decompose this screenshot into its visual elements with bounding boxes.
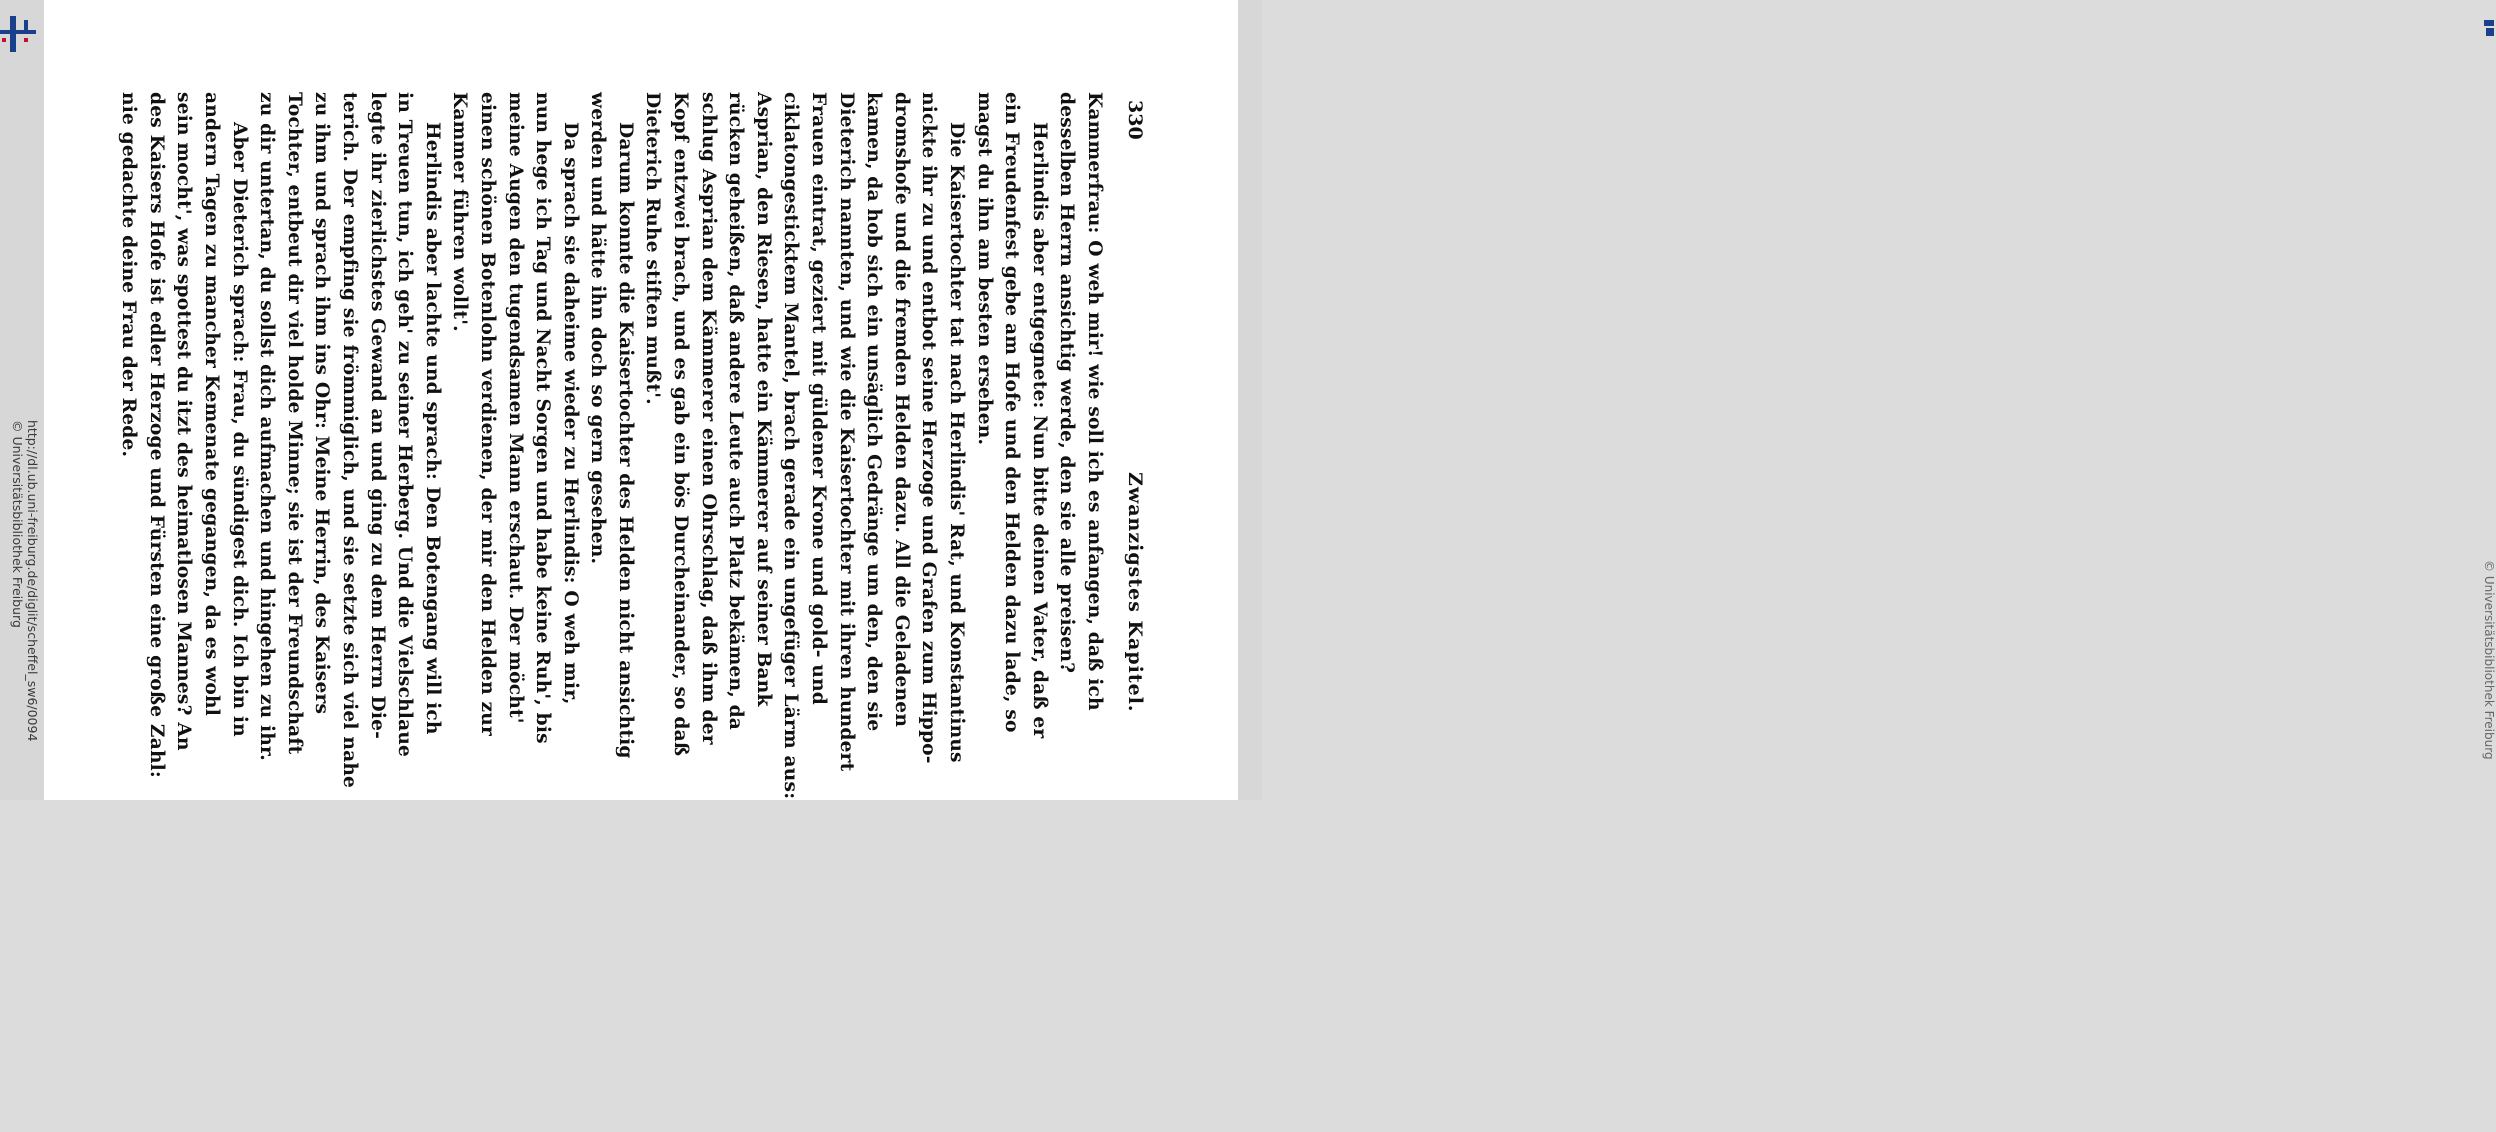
viewer-right-margin: © Universitätsbibliothek Freiburg — [1238, 0, 1262, 800]
text-line: kamen, da hob sich ein unsäglich Gedränge um den, den sie — [863, 92, 885, 732]
running-head — [1108, 92, 1150, 1132]
library-logo-icon — [0, 14, 36, 54]
text-line: dromshofe und die fremden Helden dazu. All die Geladenen — [890, 92, 912, 728]
permalink-url[interactable]: http://dl.ub.uni-freiburg.de/diglit/scheffel_sw6/0094 — [25, 420, 40, 742]
text-line: legte ihr zierlichstes Gewand an und ging zu dem Herrn Die- — [366, 92, 388, 740]
text-line: Dieterich nannten, und wie die Kaisertochter mit ihren hundert — [835, 92, 857, 772]
text-line: Kammerfrau: O weh mir! wie soll ich es anfangen, daß ich — [1084, 92, 1105, 711]
text-line: in Treuen tun, ich geh' zu seiner Herberg. Und die Vielschlaue — [394, 92, 416, 758]
text-line: desselben Herrn ansichtig werde, den sie alle preisen? — [1056, 92, 1078, 674]
copyright-caption-left: © Universitätsbibliothek Freiburg — [10, 420, 25, 628]
text-line: Kammer führen wollt'. — [449, 92, 471, 332]
scanned-page — [44, 0, 1238, 800]
text-line: Aber Dieterich sprach: Frau, du sündigest dich. Ich bin in — [228, 122, 250, 737]
text-line: zu ihm und sprach ihm ins Ohr: Meine Herrin, des Kaisers — [311, 92, 333, 715]
text-line: Dieterich Ruhe stiften mußt'. — [642, 92, 664, 405]
text-line: meine Augen den tugendsamen Mann erschaut. Der möcht' — [504, 92, 526, 724]
text-line: nun hege ich Tag und Nacht Sorgen und habe keine Ruh', bis — [532, 92, 554, 744]
text-line: magst du ihn am besten ersehen. — [973, 92, 995, 446]
chapter-title: Zwanzigstes Kapitel. — [1124, 472, 1146, 713]
text-line: werden und hätte ihn doch so gern gesehen. — [587, 92, 609, 565]
viewer-left-margin — [0, 0, 44, 800]
text-line: Frauen eintrat, geziert mit güldener Krone und gold- und — [808, 92, 830, 705]
text-line: Herlindis aber lachte und sprach: Den Botengang will ich — [421, 122, 443, 735]
text-line: Kopf entzwei brach, und es gab ein bös Durcheinander, so daß — [670, 92, 692, 757]
text-line: zu dir untertan, du sollst dich aufmachen und hingehen zu ihr. — [256, 92, 278, 761]
text-line: Da sprach sie daheime wieder zu Herlindis: O weh mir, — [559, 122, 581, 705]
text-line: andern Tagen zu mancher Kemenate gegangen, da es wohl — [201, 92, 222, 716]
text-line: terich. Der empfing sie frömmiglich, und sie setzte sich viel nahe — [338, 92, 360, 789]
text-line: einen schönen Botenlohn verdienen, der mir den Helden zur — [476, 92, 498, 736]
text-line: Asprian, den Riesen, hatte ein Kämmerer auf seiner Bank — [752, 92, 774, 707]
text-line: schlug Asprian dem Kämmerer einen Ohrschlag, daß ihm der — [697, 92, 719, 745]
text-line: nickte ihr zu und entbot seine Herzoge und Grafen zum Hippo- — [918, 92, 940, 764]
text-line: ein Freudenfest gebe am Hofe und den Helden dazu lade, so — [1001, 92, 1023, 733]
text-line: Die Kaisertochter tat nach Herlindis' Rat, und Konstantinus — [946, 122, 968, 763]
text-line: Darum konnte die Kaisertochter des Helden nicht ansichtig — [614, 122, 636, 759]
text-line: sein mocht', was spottest du itzt des heimatlosen Mannes? An — [173, 92, 195, 751]
text-line: nie gedachte deine Frau der Rede. — [118, 92, 140, 458]
text-line: des Kaisers Hofe ist edler Herzoge und Fürsten eine große Zahl: — [145, 92, 167, 778]
text-line: Herlindis aber entgegnete: Nun bitte deinen Vater, daß er — [1028, 122, 1050, 739]
page-number: 330 — [1124, 100, 1146, 140]
page-text-block — [115, 92, 1150, 1132]
text-line: ciklatongesticktem Mantel, brach gerade ein ungefüger Lärm aus: — [780, 92, 802, 800]
text-line: Tochter, entbeut dir viel holde Minne; sie ist der Freundschaft — [283, 92, 305, 755]
library-logo-icon-right — [2482, 18, 2496, 40]
text-line: rücken geheißen, daß andere Leute auch Platz bekämen, da — [725, 92, 747, 731]
page-body — [115, 92, 1108, 1132]
